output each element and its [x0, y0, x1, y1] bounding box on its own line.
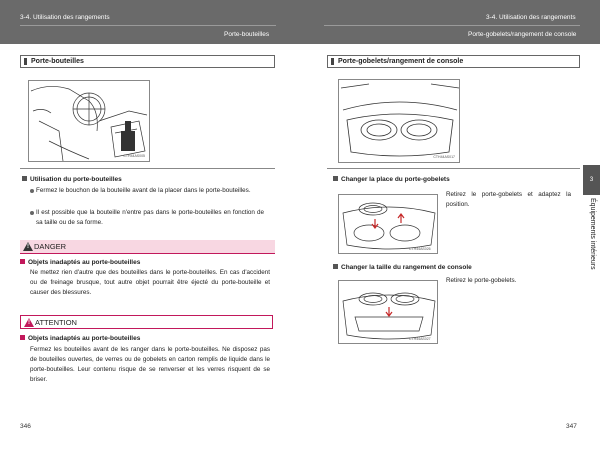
- change-size-text: Retirez le porte-gobelets.: [446, 277, 517, 284]
- cup-holder-adjust-illustration: [339, 195, 438, 254]
- bottle-holder-illustration: [29, 81, 150, 162]
- warning-icon: !: [23, 242, 33, 251]
- change-size-title: Changer la taille du rangement de console: [333, 264, 472, 271]
- header-rule-right: [324, 25, 580, 26]
- danger-text: Ne mettez rien d'autre que des bouteilles dans le porte-bouteilles. En cas d'accident ou de freinage brusque, tout autre objet pourrait être éjecté du porte-bouteille et causer des blessures.: [30, 269, 270, 296]
- figure-code: CTH44AS017: [433, 155, 455, 159]
- usage-bullet-2: Il est possible que la bouteille n'entre pas dans le porte-bouteilles en fonction de sa taille ou de sa forme.: [36, 208, 264, 228]
- figure-code: CTH44AS005: [123, 154, 145, 158]
- change-place-figure: [338, 194, 438, 254]
- chapter-tab-label: Équipements intérieurs: [589, 198, 596, 270]
- attention-text: Fermez les bouteilles avant de les ranger dans le porte-bouteilles. Ne disposez pas de bouteilles ouvertes, de verres ou de gobelets en carton remplis de liquide dans le porte-bouteilles. Leur contenu risque de se renverser et les verres risquent de se briser.: [30, 346, 270, 383]
- figure-code: CTH44AS026: [409, 247, 431, 251]
- console-figure: [338, 79, 460, 163]
- danger-banner: [20, 240, 275, 254]
- header-left-section: 3-4. Utilisation des rangements: [20, 14, 110, 21]
- page-number-left: 346: [20, 423, 31, 430]
- change-place-text: Retirez le porte-gobelets et adaptez la position.: [446, 191, 571, 208]
- danger-label: DANGER: [34, 242, 67, 251]
- header-rule-left: [20, 25, 276, 26]
- attention-subtitle: Objets inadaptés au porte-bouteilles: [20, 335, 140, 342]
- header-right-section: 3-4. Utilisation des rangements: [486, 14, 576, 21]
- left-section-title: Porte-bouteilles: [20, 55, 275, 68]
- header-right-subsection: Porte-gobelets/rangement de console: [468, 31, 577, 38]
- danger-subtitle: Objets inadaptés au porte-bouteilles: [20, 259, 140, 266]
- usage-title: Utilisation du porte-bouteilles: [22, 176, 122, 183]
- caution-icon: !: [24, 318, 34, 327]
- right-section-title: Porte-gobelets/rangement de console: [327, 55, 580, 68]
- attention-label: ATTENTION: [35, 318, 77, 327]
- divider: [20, 168, 275, 169]
- chapter-tab-number: 3: [583, 165, 600, 195]
- console-storage-illustration: [339, 281, 438, 344]
- attention-banner: [20, 315, 273, 329]
- page-header: [0, 0, 600, 44]
- page-number-right: 347: [566, 423, 577, 430]
- change-size-figure: [338, 280, 438, 344]
- divider: [327, 168, 580, 169]
- figure-code: CTH44AS027: [409, 337, 431, 341]
- bottle-holder-figure: [28, 80, 150, 162]
- usage-bullet-1: Fermez le bouchon de la bouteille avant de la placer dans le porte-bouteilles.: [36, 186, 264, 196]
- header-left-subsection: Porte-bouteilles: [224, 31, 270, 38]
- change-place-title: Changer la place du porte-gobelets: [333, 176, 450, 183]
- cup-holder-illustration: [339, 80, 460, 163]
